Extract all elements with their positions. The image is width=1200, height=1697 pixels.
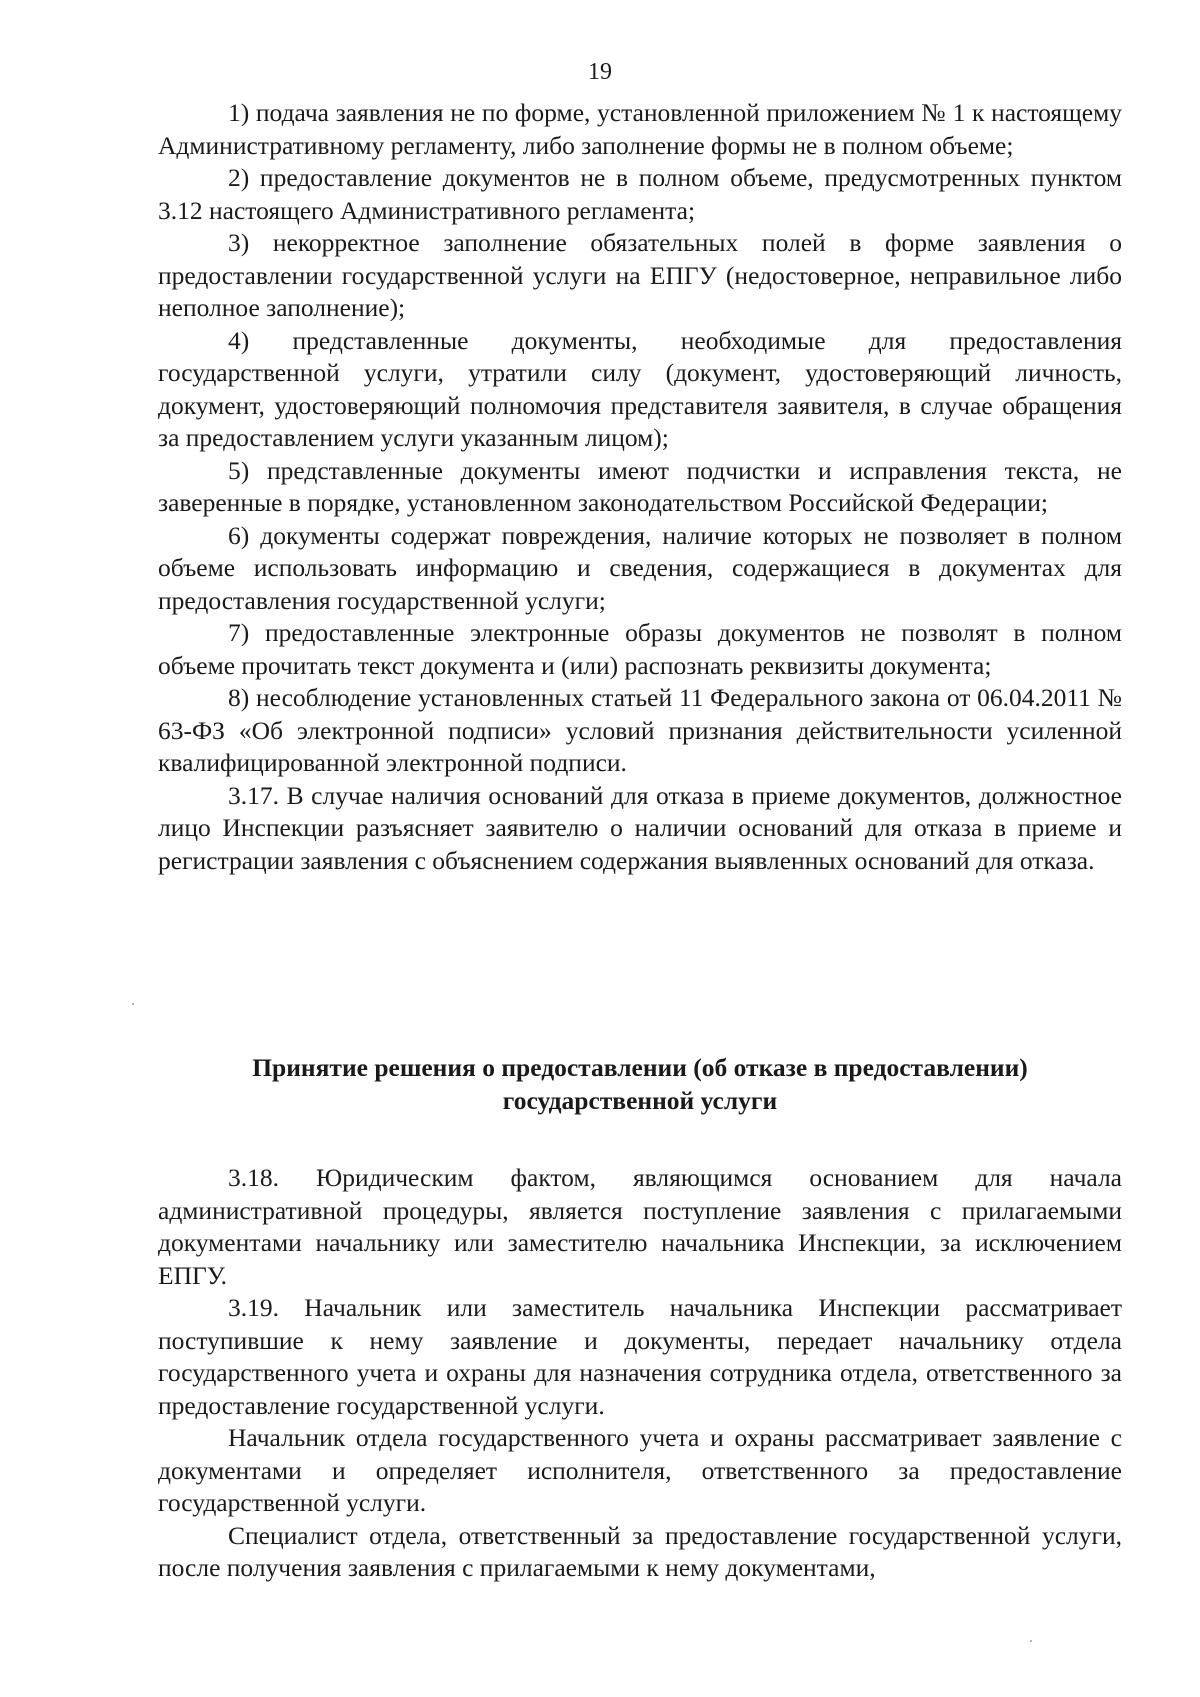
paragraph-item-7: 7) предоставленные электронные образы документов не позволят в полном объеме прочитать текст документа и (или) распознать реквизиты документа; [158,618,1122,680]
paragraph-item-2: 2) предоставление документов не в полном объеме, предусмотренных пунктом 3.12 настоящего Административного регламента; [158,163,1122,225]
scan-speck [1030,1640,1032,1642]
paragraph-item-4: 4) представленные документы, необходимые для предоставления государственной услуги, утратили силу (документ, удостоверяющий личность, документ, удостоверяющий полномочия представителя заявителя, в случае обращения за предоставлением услуги указанным лицом); [158,325,1122,452]
text-block-decision [158,1162,1122,1585]
paragraph-item-8: 8) несоблюдение установленных статьей 11 Федерального закона от 06.04.2011 № 63-ФЗ «Об электронной подписи» условий признания действительности усиленной квалифицированной электронной подписи. [158,683,1122,777]
scan-speck [132,1003,134,1005]
paragraph-specialist: Специалист отдела, ответственный за предоставление государственной услуги, после получения заявления с прилагаемыми к нему документами, [158,1520,1122,1582]
paragraph-3-18: 3.18. Юридическим фактом, являющимся основанием для начала административной процедуры, является поступление заявления с прилагаемыми документами начальнику или заместителю начальника Инспекции, за исключением ЕПГУ. [158,1163,1122,1290]
paragraph-item-3: 3) некорректное заполнение обязательных полей в форме заявления о предоставлении государственной услуги на ЕПГУ (недостоверное, неправильное либо неполное заполнение); [158,228,1122,322]
section-heading [150,1051,1130,1117]
paragraph-item-1: 1) подача заявления не по форме, установленной приложением № 1 к настоящему Административному регламенту, либо заполнение формы не в полном объеме; [158,98,1122,160]
text-block-grounds-for-refusal [158,97,1122,877]
section-heading-line-1: Принятие решения о предоставлении (об отказе в предоставлении) [252,1053,1028,1082]
page-number: 19 [588,59,612,85]
paragraph-3-19: 3.19. Начальник или заместитель начальника Инспекции рассматривает поступившие к нему заявление и документы, передает начальнику отдела государственного учета и охраны для назначения сотрудника отдела, ответственного за предоставление государственной услуги. [158,1293,1122,1420]
paragraph-item-5: 5) представленные документы имеют подчистки и исправления текста, не заверенные в порядке, установленном законодательством Российской Федерации; [158,455,1122,517]
paragraph-department-head: Начальник отдела государственного учета и охраны рассматривает заявление с документами и определяет исполнителя, ответственного за предоставление государственной услуги. [158,1423,1122,1517]
paragraph-item-6: 6) документы содержат повреждения, наличие которых не позволяет в полном объеме использовать информацию и сведения, содержащиеся в документах для предоставления государственной услуги; [158,520,1122,615]
paragraph-3-17: 3.17. В случае наличия оснований для отказа в приеме документов, должностное лицо Инспекции разъясняет заявителю о наличии оснований для отказа в приеме и регистрации заявления с объяснением содержания выявленных оснований для отказа. [158,780,1122,875]
section-heading-line-2: государственной услуги [502,1086,778,1115]
